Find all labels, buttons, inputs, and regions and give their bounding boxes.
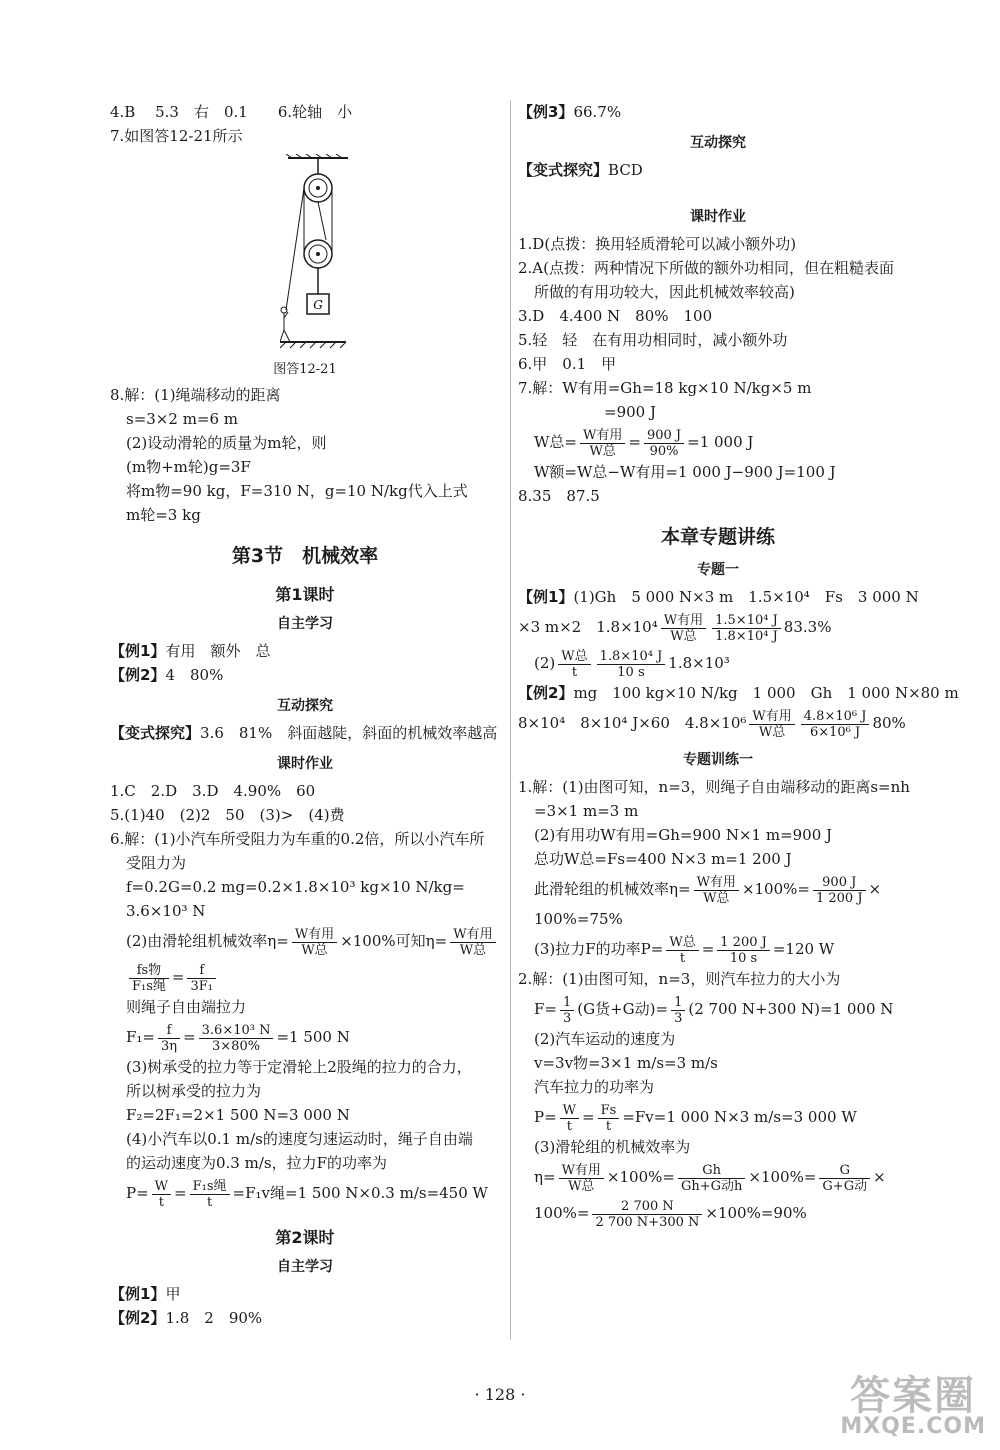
formula-text: 100%= xyxy=(534,1204,590,1222)
formula-text: 80% xyxy=(872,714,906,732)
numerator: W xyxy=(152,1179,171,1195)
formula-text: =Fv=1 000 N×3 m/s=3 000 W xyxy=(622,1108,857,1126)
answer-line: 3.6×10³ N xyxy=(126,902,206,920)
answer-line: 6.甲 0.1 甲 xyxy=(518,355,617,373)
example-tag: 【例2】 xyxy=(110,666,166,684)
denominator: 3η xyxy=(161,1038,178,1054)
subsection-heading: 课时作业 xyxy=(690,209,746,225)
answer-line: (m物+m轮)g=3F xyxy=(126,458,251,476)
numerator: fs物 xyxy=(129,963,169,979)
formula-text: (2) xyxy=(534,654,556,672)
block-label: G xyxy=(313,298,323,312)
formula-line xyxy=(110,959,500,995)
subsection-heading: 自主学习 xyxy=(277,1259,333,1275)
numerator: Gh xyxy=(678,1163,745,1179)
denominator: 6×10⁶ J xyxy=(809,724,861,740)
formula-line: W总= $\frac{\text{W有用}}{\text{W总}}$ = $\frac{900 J}{90\%}$ =1 000 J xyxy=(534,427,754,459)
formula-line: F₁= $\frac{f}{3\eta}$ = $\frac{\text{3.6×10³ N}}{3\times 80\%}$ =1 500 N xyxy=(126,1022,350,1054)
fraction xyxy=(158,1023,180,1054)
example-text: (1)Gh 5 000 N×3 m 1.5×10⁴ Fs 3 000 N xyxy=(573,588,919,606)
answer-line: 将m物=90 kg，F=310 N，g=10 N/kg代入上式 xyxy=(126,482,468,500)
answer-line: 的运动速度为0.3 m/s，拉力F的功率为 xyxy=(126,1154,388,1172)
formula-text: ×100%=90% xyxy=(705,1204,807,1222)
formula-text: P= xyxy=(126,1184,149,1202)
numerator: W有用 xyxy=(292,927,337,943)
example-tag: 【例1】 xyxy=(110,642,166,660)
numerator: W有用 xyxy=(661,613,706,629)
formula-text: P= xyxy=(534,1108,557,1126)
denominator: t xyxy=(566,1118,572,1134)
answer-line: v=3v物=3×1 m/s=3 m/s xyxy=(534,1054,718,1072)
numerator: W有用 xyxy=(580,428,625,444)
denominator: W总 xyxy=(459,942,487,958)
answer-line: 1.C 2.D 3.D 4.90% 60 xyxy=(110,782,316,800)
example-text: 3.6 81% 斜面越陡，斜面的机械效率越高 xyxy=(200,724,498,742)
fraction xyxy=(187,963,216,994)
answer-line: 8.35 87.5 xyxy=(518,487,600,505)
fraction xyxy=(580,428,625,459)
subsection-heading: 互动探究 xyxy=(690,135,746,151)
formula-text: ×100%= xyxy=(606,1168,675,1186)
numerator: 3.6×10³ N xyxy=(199,1023,274,1039)
numerator: 1 xyxy=(671,995,685,1011)
lesson-title: 第2课时 xyxy=(275,1228,335,1247)
denominator: F₁s绳 xyxy=(132,978,166,994)
numerator: 4.8×10⁶ J xyxy=(801,709,870,725)
answer-line: W额=W总−W有用=1 000 J−900 J=100 J xyxy=(534,463,836,481)
example-tag: 【例1】 xyxy=(518,588,574,606)
denominator: t xyxy=(679,950,686,966)
formula-line xyxy=(518,1159,918,1195)
answer-line: 8.解：(1)绳端移动的距离 xyxy=(110,386,281,404)
fraction xyxy=(560,995,574,1026)
answer-line: 2.解：(1)由图可知，n=3，则汽车拉力的大小为 xyxy=(518,970,841,988)
numerator: W总 xyxy=(666,935,698,951)
answer-line: (2)设动滑轮的质量为m轮，则 xyxy=(126,434,327,452)
watermark-text: 答案圈 xyxy=(850,1373,977,1419)
example-line xyxy=(110,639,500,663)
fraction xyxy=(129,963,169,994)
formula-text: (G货+G动)= xyxy=(577,1000,669,1018)
example-tag: 【例2】 xyxy=(518,684,574,702)
example-text: 66.7% xyxy=(573,103,622,121)
answer-line: s=3×2 m=6 m xyxy=(126,410,239,428)
formula-line xyxy=(518,871,918,907)
chapter-title: 本章专题讲练 xyxy=(660,526,775,548)
denominator: 10 s xyxy=(617,664,645,680)
example-text: 有用 额外 总 xyxy=(165,642,271,660)
fraction xyxy=(190,1179,230,1210)
numerator: W xyxy=(560,1103,579,1119)
answer-line: 5.轻 轻 在有用功相同时，减小额外功 xyxy=(518,331,788,349)
answer-line: 6.解：(1)小汽车所受阻力为车重的0.2倍，所以小汽车所 xyxy=(110,830,485,848)
denominator: 1 200 J xyxy=(815,890,863,906)
example-tag: 【例3】 xyxy=(518,103,574,121)
formula-text: =1 500 N xyxy=(276,1028,350,1046)
denominator: G+G动 xyxy=(822,1178,868,1194)
fraction xyxy=(661,613,706,644)
subsection-heading: 自主学习 xyxy=(277,616,333,632)
denominator: t xyxy=(605,1118,612,1134)
fraction xyxy=(694,875,739,906)
page-number: · 128 · xyxy=(474,1385,526,1404)
example-text: 4 80% xyxy=(165,666,224,684)
numerator: 1 xyxy=(560,995,574,1011)
answer-line: 所以树承受的拉力为 xyxy=(126,1082,262,1100)
denominator: W总 xyxy=(703,890,730,906)
answer-line: 受阻力为 xyxy=(126,854,187,872)
example-line xyxy=(110,1282,500,1306)
answer-line: (2)汽车运动的速度为 xyxy=(534,1030,676,1048)
answer-line: 2.A(点拨：两种情况下所做的额外功相同，但在粗糙表面 xyxy=(518,259,894,277)
right-column xyxy=(518,100,959,1231)
numerator: f xyxy=(158,1023,180,1039)
formula-text: = xyxy=(171,968,185,986)
fraction xyxy=(152,1179,171,1210)
answer-line: 1.解：(1)由图可知，n=3，则绳子自由端移动的距离s=nh xyxy=(518,778,910,796)
answer-line: 3.D 4.400 N 80% 100 xyxy=(518,307,713,325)
example-tag: 【例2】 xyxy=(110,1309,166,1327)
fraction xyxy=(819,1163,870,1194)
denominator: 3 xyxy=(674,1010,683,1026)
formula-line: P= $\frac{W}{t}$ = $\frac{\text{F₁s绳}}{t}$ =F₁v绳=1 500 N×0.3 m/s=450 W xyxy=(126,1178,488,1210)
formula-text: 此滑轮组的机械效率η= xyxy=(534,880,691,898)
example-line xyxy=(110,663,500,687)
denominator: W总 xyxy=(758,724,786,740)
formula-text: 83.3% xyxy=(783,618,832,636)
answer-line: 总功W总=Fs=400 N×3 m=1 200 J xyxy=(534,850,792,868)
numerator: 1.8×10⁴ J xyxy=(597,649,666,665)
formula-text: 8×10⁴ 8×10⁴ J×60 4.8×10⁶ xyxy=(518,714,747,732)
answer-line: =900 J xyxy=(604,403,656,421)
formula-line xyxy=(518,609,918,645)
example-tag: 【变式探究】 xyxy=(518,161,609,179)
numerator: 2 700 N xyxy=(592,1199,702,1215)
formula-text: F= xyxy=(534,1000,557,1018)
numerator: 1 200 J xyxy=(717,935,770,951)
example-line xyxy=(110,721,500,745)
answer-line: 则绳子自由端拉力 xyxy=(126,998,247,1016)
formula-text: =120 W xyxy=(772,940,835,958)
denominator: W总 xyxy=(568,1178,595,1194)
formula-line xyxy=(518,1195,918,1231)
answer-line: (3)滑轮组的机械效率为 xyxy=(534,1138,691,1156)
formula-text: (2)由滑轮组机械效率η= xyxy=(126,932,289,950)
answer-line: =3×1 m=3 m xyxy=(534,802,639,820)
fraction xyxy=(598,1103,620,1134)
example-line xyxy=(518,585,918,609)
denominator: W总 xyxy=(589,443,616,459)
formula-text: × xyxy=(868,880,882,898)
fraction xyxy=(560,1103,579,1134)
fraction xyxy=(749,709,794,740)
denominator: t xyxy=(158,1194,164,1210)
fraction xyxy=(559,1163,604,1194)
example-text: mg 100 kg×10 N/kg 1 000 Gh 1 000 N×80 m xyxy=(573,684,959,702)
numerator: Fs xyxy=(598,1103,620,1119)
figure-caption: 图答12-21 xyxy=(273,362,337,377)
example-text: 甲 xyxy=(165,1285,181,1303)
fraction xyxy=(450,927,495,958)
formula-line xyxy=(518,645,918,681)
answer-line: 汽车拉力的功率为 xyxy=(534,1078,655,1096)
answer-line: 100%=75% xyxy=(534,910,623,928)
formula-text: 1.8×10³ xyxy=(668,654,730,672)
formula-text: η= xyxy=(534,1168,556,1186)
subsection-heading: 互动探究 xyxy=(277,698,333,714)
numerator: W有用 xyxy=(749,709,794,725)
answer-line: 7.解：W有用=Gh=18 kg×10 N/kg×5 m xyxy=(518,379,812,397)
topic-heading: 专题训练一 xyxy=(683,752,753,768)
fraction xyxy=(671,995,685,1026)
formula-text: ×100%= xyxy=(748,1168,817,1186)
formula-text: ×100%= xyxy=(741,880,810,898)
fraction xyxy=(801,709,870,740)
formula-text: ×100%可知η= xyxy=(340,932,448,950)
answer-line: (3)树承受的拉力等于定滑轮上2股绳的拉力的合力， xyxy=(126,1058,472,1076)
denominator: 1.8×10⁴ J xyxy=(715,628,778,644)
pulley-figure xyxy=(280,154,400,350)
answer-line: f=0.2G=0.2 mg=0.2×1.8×10³ kg×10 N/kg= xyxy=(126,878,465,896)
example-tag: 【例1】 xyxy=(110,1285,166,1303)
denominator: W总 xyxy=(670,628,697,644)
answer-line: 7.如图答12-21所示 xyxy=(110,127,243,145)
fraction xyxy=(678,1163,745,1194)
numerator: 1.5×10⁴ J xyxy=(712,613,781,629)
numerator: W总 xyxy=(558,649,590,665)
formula-text: F₁= xyxy=(126,1028,155,1046)
numerator: G xyxy=(819,1163,870,1179)
watermark-logo xyxy=(840,1373,986,1439)
denominator: t xyxy=(206,1194,213,1210)
formula-line: (3)拉力F的功率P= $\frac{\text{W总}}{t}$ = $\frac{1 200 J}{10 s}$ =120 W xyxy=(534,934,835,966)
formula-text: =1 000 J xyxy=(687,433,754,451)
denominator: 2 700 N+300 N xyxy=(595,1214,700,1230)
answer-line: (2)有用功W有用=Gh=900 N×1 m=900 J xyxy=(534,826,833,844)
example-tag: 【变式探究】 xyxy=(110,724,201,742)
fraction xyxy=(592,1199,702,1230)
denominator: 3F₁ xyxy=(190,978,213,994)
numerator: W有用 xyxy=(559,1163,604,1179)
formula-line xyxy=(518,991,918,1027)
fraction xyxy=(717,935,770,966)
example-line xyxy=(518,681,959,705)
fraction xyxy=(597,649,666,680)
denominator: 90% xyxy=(649,443,679,459)
answer-line: 5.(1)40 (2)2 50 (3)> (4)费 xyxy=(110,806,345,824)
answer-line: 4.B 5.3 右 0.1 6.轮轴 小 xyxy=(110,103,353,121)
column-divider xyxy=(510,100,511,1340)
denominator: 3 xyxy=(562,1010,572,1026)
section-title: 第3节 机械效率 xyxy=(231,545,379,567)
lesson-title: 第1课时 xyxy=(275,585,335,604)
denominator: W总 xyxy=(301,942,328,958)
denominator: 10 s xyxy=(729,950,758,966)
answer-line: 1.D(点拨：换用轻质滑轮可以减小额外功) xyxy=(518,235,797,253)
answer-line: 所做的有用功较大，因此机械效率较高) xyxy=(534,283,795,301)
left-column xyxy=(110,100,500,1330)
fraction xyxy=(644,428,684,459)
watermark-url: MXQE.COM xyxy=(840,1414,986,1439)
numerator: W有用 xyxy=(450,927,495,943)
formula-text: ×3 m×2 1.8×10⁴ xyxy=(518,618,658,636)
formula-text: (2 700 N+300 N)=1 000 N xyxy=(688,1000,894,1018)
answer-line: m轮=3 kg xyxy=(126,506,201,524)
example-line xyxy=(518,100,918,124)
example-line xyxy=(110,1306,500,1330)
fraction xyxy=(712,613,781,644)
fraction xyxy=(813,875,866,906)
numerator: f xyxy=(187,963,216,979)
fraction xyxy=(292,927,337,958)
topic-heading: 专题一 xyxy=(697,562,739,578)
formula-text: × xyxy=(873,1168,886,1186)
example-text: 1.8 2 90% xyxy=(165,1309,263,1327)
denominator: Gh+G动h xyxy=(680,1178,743,1194)
denominator: t xyxy=(571,664,578,680)
answer-line: F₂=2F₁=2×1 500 N=3 000 N xyxy=(126,1106,350,1124)
formula-text: W总= xyxy=(534,433,577,451)
formula-text: =F₁v绳=1 500 N×0.3 m/s=450 W xyxy=(232,1184,488,1202)
numerator: 900 J xyxy=(813,875,866,891)
numerator: F₁s绳 xyxy=(190,1179,230,1195)
numerator: W有用 xyxy=(694,875,739,891)
denominator: 3×80% xyxy=(212,1038,261,1054)
formula-text: (3)拉力F的功率P= xyxy=(534,940,664,958)
formula-line: P= $\frac{W}{t}$ = $\frac{Fs}{t}$ =Fv=1 000 N×3 m/s=3 000 W xyxy=(534,1102,857,1134)
example-text: BCD xyxy=(608,161,643,179)
answer-line: (4)小汽车以0.1 m/s的速度匀速运动时，绳子自由端 xyxy=(126,1130,473,1148)
formula-line xyxy=(110,923,500,959)
numerator: 900 J xyxy=(644,428,684,444)
example-line xyxy=(518,158,918,182)
fraction xyxy=(199,1023,274,1054)
formula-line xyxy=(518,705,918,741)
fraction xyxy=(666,935,698,966)
subsection-heading: 课时作业 xyxy=(277,756,333,772)
fraction xyxy=(558,649,590,680)
